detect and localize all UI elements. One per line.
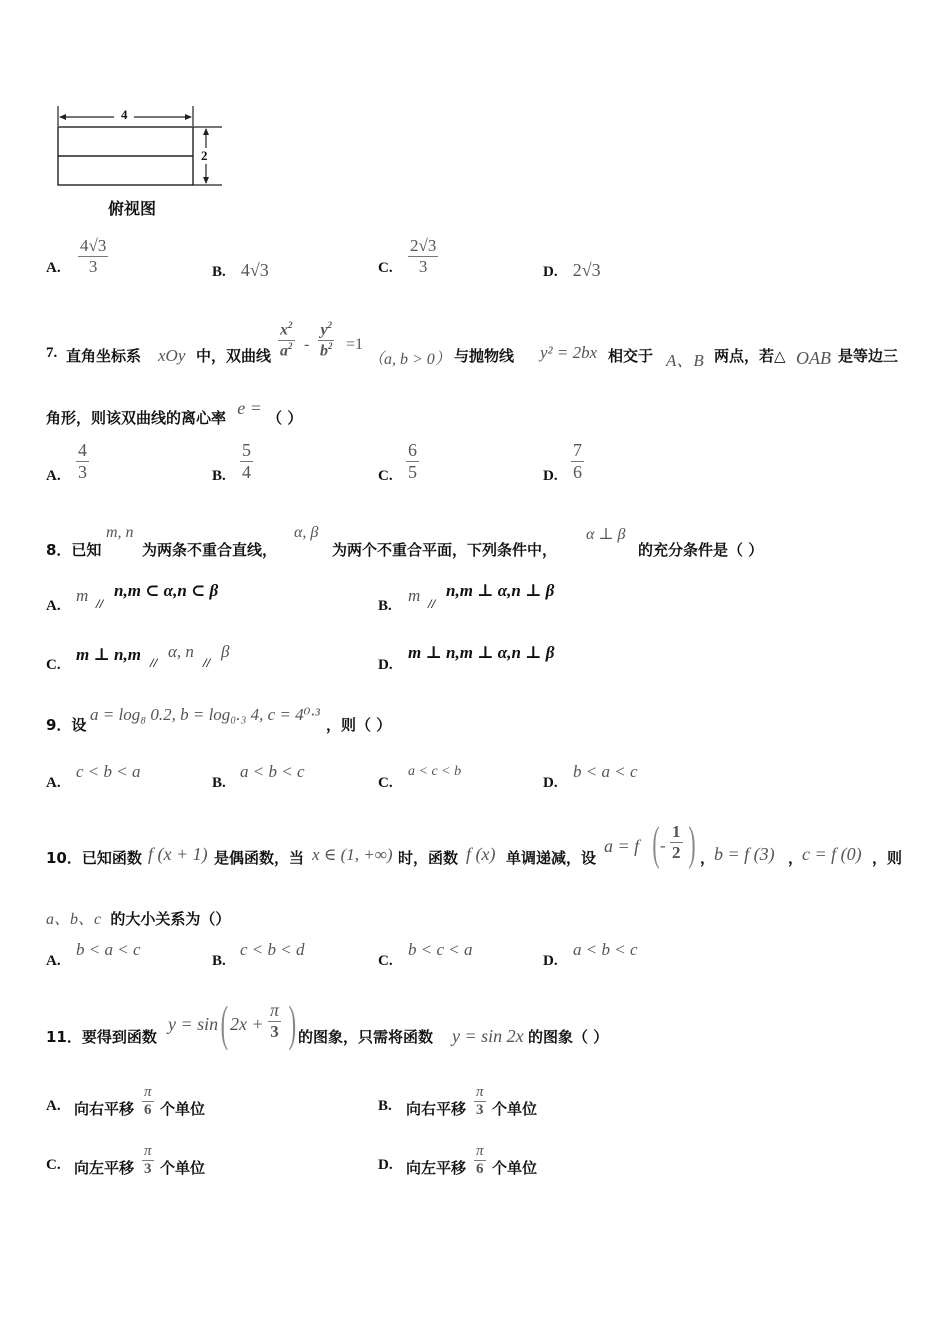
fraction: $\frac{4}{3}$ [78, 440, 87, 482]
q7-stem-line1: 7. 直角坐标系 xOy 中，双曲线 $\frac{x^2}{a^2}$ - $\frac{y^2}{b^2}$ =1 （a, b > 0） 与抛物线 y² = 2bx 相交于 A、B 两点，若△ OAB 是等边三 [46, 320, 899, 370]
q10-option-d[interactable]: D. a < b < c [543, 940, 638, 969]
fraction: $\frac{\pi}{6}$ [144, 1084, 152, 1119]
fraction: $\frac{4√3}{3}$ [80, 236, 107, 276]
fraction-one-half: $\frac{1}{2}$ [672, 822, 681, 862]
hyperbola-y-fraction: $\frac{y^2}{b^2}$ [320, 320, 333, 360]
q9-stem: 9．设 a = log₈ 0.2, b = log₀.₃ 4, c = 4⁰·³ ，则（ ） [46, 705, 392, 734]
q11-option-b[interactable]: B. 向右平移 $\frac{\pi}{3}$ 个单位 [378, 1084, 538, 1119]
q10-option-a[interactable]: A. b < a < c [46, 940, 141, 969]
q10-stem-line1: 10．已知函数 f (x + 1) 是偶函数，当 x ∈ (1, +∞) 时，函数 f (x) 单调递减，设 a = f ( - $\frac{1}{2}$ ) ， b = f (3) ， c = f (0) ，则 [46, 817, 903, 870]
q11-option-c[interactable]: C. 向左平移 $\frac{\pi}{3}$ 个单位 [46, 1143, 206, 1178]
q9-option-b[interactable]: B. a < b < c [212, 762, 305, 791]
q7-stem-line2: 角形，则该双曲线的离心率 e = （ ） [46, 398, 303, 427]
q9-option-c[interactable]: C. a < c < b [378, 764, 462, 791]
top-view-figure [50, 100, 240, 225]
q10-stem-line2: a、b、c 的大小关系为（） [46, 910, 231, 928]
fraction: $\frac{7}{6}$ [573, 440, 582, 482]
top-view-drawing [50, 100, 240, 195]
q11-option-d[interactable]: D. 向左平移 $\frac{\pi}{6}$ 个单位 [378, 1143, 538, 1178]
fraction: $\frac{\pi}{3}$ [476, 1084, 484, 1119]
q10-option-b[interactable]: B. c < b < d [212, 940, 305, 969]
q6-option-b[interactable]: B. 4√3 [212, 260, 269, 280]
hyperbola-x-fraction: $\frac{x^2}{a^2}$ [280, 320, 293, 360]
q8-option-c[interactable]: C. m ⊥ n,m // α, n // β [46, 642, 230, 673]
figure-caption: 俯视图 [108, 199, 157, 218]
q9-option-d[interactable]: D. b < a < c [543, 762, 638, 791]
q6-option-d[interactable]: D. 2√3 [543, 260, 601, 280]
fraction: $\frac{6}{5}$ [408, 440, 417, 482]
height-dimension-label: 2 [201, 148, 208, 163]
q8-option-d[interactable]: D. m ⊥ n,m ⊥ α,n ⊥ β [378, 643, 555, 673]
fraction-pi-over-3: $\frac{\pi}{3}$ [270, 1000, 280, 1041]
width-dimension-label: 4 [121, 107, 128, 122]
fraction: $\frac{5}{4}$ [242, 440, 251, 482]
q8-option-b[interactable]: B. m // n,m ⊥ α,n ⊥ β [378, 581, 555, 614]
q11-option-a[interactable]: A. 向右平移 $\frac{\pi}{6}$ 个单位 [46, 1084, 206, 1119]
q8-option-a[interactable]: A. m // n,m ⊂ α,n ⊂ β [46, 581, 219, 614]
q10-option-c[interactable]: C. b < c < a [378, 940, 473, 969]
fraction: $\frac{2√3}{3}$ [410, 236, 437, 276]
right-paren: ) [288, 995, 297, 1051]
q8-stem: 8．已知 m, n 为两条不重合直线， α, β 为两个不重合平面，下列条件中， α ⊥ β 的充分条件是（ ） [46, 524, 764, 559]
fraction: $\frac{\pi}{3}$ [144, 1143, 152, 1178]
q11-stem: 11．要得到函数 y = sin ( 2x + $\frac{\pi}{3}$ ) 的图象，只需将函数 y = sin 2x 的图象（ ） [46, 995, 609, 1051]
right-paren: ) [688, 817, 696, 870]
fraction: $\frac{\pi}{6}$ [476, 1143, 484, 1178]
left-paren: ( [652, 817, 660, 870]
q9-option-a[interactable]: A. c < b < a [46, 762, 141, 791]
left-paren: ( [220, 995, 229, 1051]
